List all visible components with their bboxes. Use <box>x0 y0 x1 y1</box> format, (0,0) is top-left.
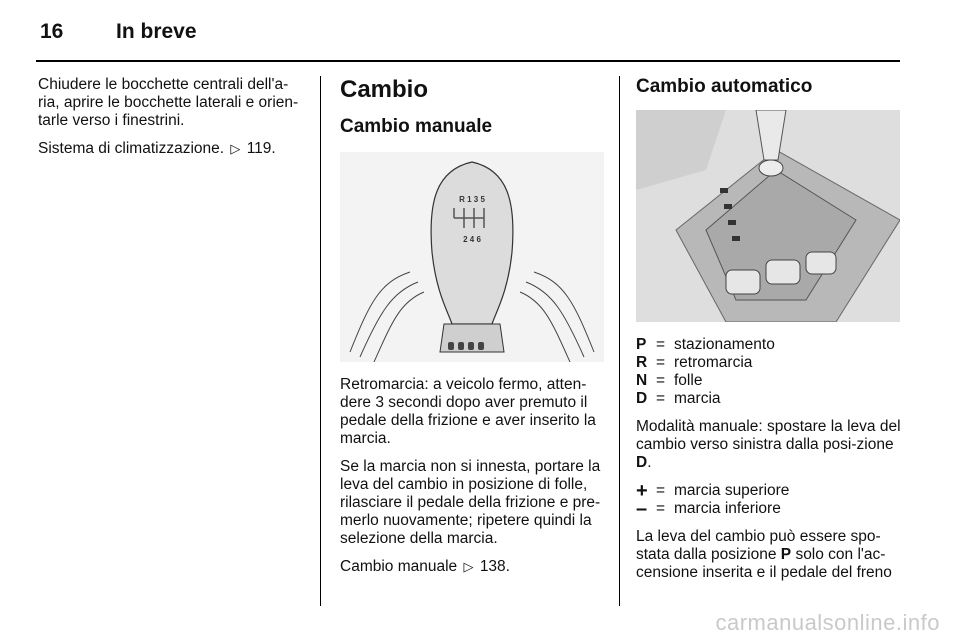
crossref-page[interactable]: 119. <box>246 140 276 157</box>
plus-icon: + <box>636 480 648 502</box>
section-heading: Cambio automatico <box>636 76 813 97</box>
paragraph <box>636 418 902 472</box>
watermark: carmanualsonline.info <box>715 610 940 635</box>
legend-key: D <box>636 390 648 407</box>
triangle-right-outline-icon: ▷ <box>230 141 241 156</box>
legend-eq: = <box>656 372 666 389</box>
legend-value: marcia inferiore <box>674 500 781 517</box>
gear-legend <box>636 336 902 408</box>
legend-row <box>636 390 902 408</box>
legend-key: N <box>636 372 648 389</box>
legend-eq: = <box>656 390 666 407</box>
gear-pattern-top: R 1 3 5 <box>459 195 485 204</box>
column-divider <box>320 76 321 606</box>
column-1 <box>38 76 308 168</box>
legend-eq: = <box>656 482 666 499</box>
legend-value: stazionamento <box>674 336 775 353</box>
legend-value: marcia <box>674 390 721 407</box>
minus-icon: – <box>636 498 648 520</box>
paragraph-bold: D <box>636 454 648 471</box>
paragraph <box>636 528 902 582</box>
legend-row <box>636 500 902 518</box>
paragraph-text: solo con l'ac-censione inserita e il pedale del freno <box>636 546 892 581</box>
paragraph: Chiudere le bocchette centrali dell'a-ria, aprire le bocchette laterali e orien-tarle verso i finestrini. <box>38 76 299 129</box>
crossref-text: Cambio manuale <box>340 558 458 575</box>
section-heading: Cambio <box>340 76 429 103</box>
paragraph-crossref <box>340 558 606 576</box>
manual-mode-legend <box>636 482 902 518</box>
legend-value: marcia superiore <box>674 482 790 499</box>
column-2 <box>340 76 606 586</box>
crossref-page[interactable]: 138. <box>479 558 510 575</box>
paragraph-text: La leva del cambio può essere spo-stata dalla posizione <box>636 528 881 563</box>
crossref-text: Sistema di climatizzazione. <box>38 140 225 157</box>
column-divider <box>619 76 620 606</box>
column-3 <box>636 76 902 592</box>
paragraph: Retromarcia: a veicolo fermo, atten-dere 3 secondi dopo aver premuto il pedale della frizione e aver inserito la marcia. <box>340 376 596 447</box>
legend-eq: = <box>656 336 666 353</box>
legend-key: R <box>636 354 648 371</box>
gear-pattern-bottom: 2 4 6 <box>463 235 481 244</box>
legend-row <box>636 482 902 500</box>
paragraph: Se la marcia non si innesta, portare la leva del cambio in posizione di folle, rilasciare il pedale della frizione e pre-merlo nuovamente; ripetere quindi la selezione della marcia. <box>340 458 601 547</box>
paragraph-text: Modalità manuale: spostare la leva del cambio verso sinistra dalla posi-zione <box>636 418 901 453</box>
manual-gearshift-illustration <box>340 152 604 362</box>
legend-eq: = <box>656 354 666 371</box>
paragraph-bold: P <box>780 546 792 563</box>
legend-row <box>636 372 902 390</box>
page-header <box>32 16 920 56</box>
paragraph-end: . <box>647 454 652 471</box>
legend-key: P <box>636 336 647 353</box>
legend-value: folle <box>674 372 703 389</box>
section-title: In breve <box>116 20 197 43</box>
legend-row <box>636 336 902 354</box>
subsection-heading: Cambio manuale <box>340 116 493 137</box>
paragraph-crossref <box>38 140 308 158</box>
triangle-right-outline-icon: ▷ <box>463 559 474 574</box>
automatic-gearshift-illustration <box>636 110 900 322</box>
legend-value: retromarcia <box>674 354 753 371</box>
legend-row <box>636 354 902 372</box>
legend-eq: = <box>656 500 666 517</box>
header-rule <box>36 60 900 62</box>
page-number: 16 <box>40 20 64 43</box>
